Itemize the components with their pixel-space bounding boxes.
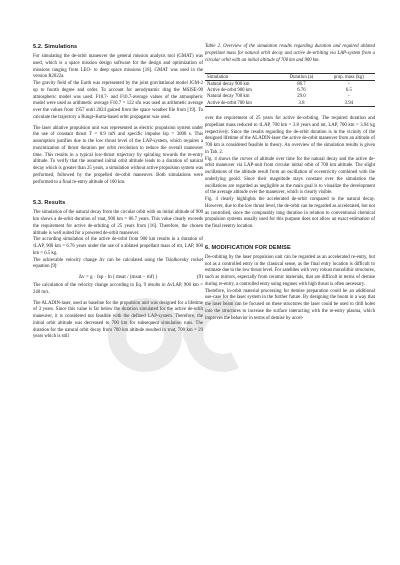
- table-cell: 29.0: [297, 94, 306, 100]
- paragraph: Fig. 4 shows the curves of altitude over time for the natural decay and the active de-orbit maneuver via LAP-unit from circular initial orbit of 700 km altitude. The slight oscillations of the altitude result from an oscillation of eccentricity combined with the underlying geoid. Since their magnitude stays constant over the simulation the oscillations are regarded as negligible as the main goal is to visualize the development of the average altitude over the maneuver, which is clearly visible.: [205, 156, 375, 196]
- paragraph: The gravity field of the Earth was represented by the joint gravitational model JGM-2 up to fourth degree and order. To account for aerodynamic drag the MSISE-90 atmospheric model was used. F10.7- and F10.7-average values of the atmospheric model were used as arithmetic average F10.7 = 122 sfu was used as arithmetic average over the values from 1957 until 2024 gained from the space weather file from [19]. To calculate the trajectory a Runge-Kutta-based orbit propagator was used.: [33, 81, 203, 120]
- table-header-cell: Simulation: [207, 74, 229, 80]
- paragraph: The laser ablative propulsion unit was represented as electric propulsion system under the use of constant thrust T = 0.9 mN and specific impulse Isp = 3000 s. This assumption justifies due to the low thrust level of the LAP-system, which requires a maximization of thrust duration per orbit revolution to reduce the overall maneuver time. This results in a typical low-thrust trajectory by spiraling towards the re-entry altitude. To verify that the assumed initial orbit altitude leads to a duration of natural decay which is greater than 25 years, a simulation without active propulsion system was performed, followed by the propelled de-orbit maneuver. Both simulations were performed to a final re-entry altitude of 100 km.: [33, 125, 203, 185]
- section-title-results: 5.3. Results: [33, 200, 66, 207]
- paragraph: De-orbiting by the laser propulsion unit can be regarded as an accelerated re-entry, but not as a controlled entry in the classical sense, as the final entry location is difficult to estimate due to the low thrust level. For satellites with very robust monolithic structures, such as mirrors, especially from ceramic materials, that are difficult in terms of demise during re-entry, a controlled entry using engines with high thrust is often necessary.: [205, 254, 375, 287]
- table-cell: -: [348, 82, 350, 88]
- table-caption: Table 2. Overview of the simulation results regarding duration and required ablated propellant mass for natural orbit decay and active de-orbiting via LAP-system from a circular orbit with an initial altitude of 700 km and 900 km.: [205, 44, 375, 63]
- paragraph: over the requirement of 25 years for active de-orbiting. The required duration and propellant mass reduced to τLAP, 700 km = 3.8 years and mt, LAP, 700 km = 3.94 kg respectively. Since the results regarding the de-orbit duration is in the vicinity of the designed lifetime of the ALADIN-laser the active de-orbit maneuver from an altitude of 700 km is considered feasible in theory. An overview of the simulation results is given in Tab. 2.: [205, 116, 375, 155]
- table-header-cell: Duration (a): [289, 74, 314, 80]
- paragraph: The simulation of the natural decay from the circular orbit with an initial altitude of 900 km shows a de-orbit duration of τnat, 900 km = 86.7 years. This value clearly exceeds the requirement for active de-orbiting of 25 years from [16]. Therefore, the chosen altitude is well suited for a powered de-orbit maneuver.: [33, 210, 203, 236]
- table-cell: Natural decay 700 km: [207, 94, 250, 100]
- equation-body: Δv = g · Isp · ln ( msat / (msat − mf) ): [78, 274, 158, 280]
- table-cell: 3.8: [298, 100, 305, 106]
- section-title-simulations: 5.2. Simulations: [33, 44, 78, 50]
- table-row: [205, 100, 375, 107]
- table-cell: Active de-orbit 700 km: [207, 100, 252, 106]
- results-table: [205, 73, 375, 107]
- table-cell: 86.7: [297, 82, 306, 88]
- paragraph: Therefore, in-orbit material processing for demise preparation could be an additional use-case for the laser system in the further future. By designing the boom in a way that the laser beam can be focused on these structures the laser could be used to drill holes into the structures to increase the surface interacting with the re-entry plasma, which improves the behavior in terms of demise by accel-: [205, 288, 375, 321]
- table-cell: 6.76: [297, 88, 306, 94]
- table-cell: 6.5: [345, 88, 352, 94]
- paragraph: The calculation of the velocity change according to Eq. 9 results in ΔvLAP, 900 km = 240 m/s.: [33, 283, 203, 295]
- paragraph: The ALADIN-laser, used as baseline for the propulsion unit was designed for a lifetime of 3 years. Since this value is far below the duration simulated for the active de-orbit maneuver, it is considered not feasible with the defined LAP-system. Therefore, the initial orbit altitude was decreased to 700 km for subsequent simulation runs. The duration for the natural orbit decay from 700 km altitude resulted in τnat, 700 km = 29 years which is still: [33, 300, 203, 340]
- paragraph: The achievable velocity change Δv can be calculated using the Tsiolkovsky rocket equation [9]:: [33, 257, 203, 270]
- section-title-modification-for-demise: 6. MODIFICATION FOR DEMISE: [205, 244, 291, 251]
- equation-number: (9): [196, 274, 203, 280]
- paragraph: Fig. 4 clearly highlights the accelerated de-orbit compared to the natural decay. However, due to the low thrust level, the de-orbit can be regarded as accelerated, but not as controlled, since the comparably long duration in relation to conventional chemical propulsion systems usually used for this purpose does not allow an exact estimation of the final reentry location.: [205, 197, 375, 230]
- table-cell: 3.94: [344, 100, 354, 106]
- table-row: [205, 81, 375, 88]
- paragraph: For simulating the de-orbit maneuver the general mission analysis tool (GMAT) was used, which is a space mission design software for the design and optimization of missions ranging from LEO- to deep space missions [18]. GMAT was used in the version R2022a.: [33, 54, 203, 80]
- equation: [33, 273, 203, 281]
- table-cell: Active de-orbit 900 km: [207, 88, 252, 94]
- table-cell: -: [348, 94, 350, 100]
- paragraph: The according simulation of the active de-orbit from 900 km results in a duration of τLAP, 900 km = 6.76 years under the use of a ablated propellant mass of mt, LAP, 900 km = 6.5 kg.: [33, 237, 203, 256]
- table-header-row: [205, 74, 375, 81]
- right-column: [205, 44, 375, 322]
- table-cell: Natural decay 900 km: [207, 82, 250, 88]
- left-column: [33, 44, 203, 341]
- table-header-cell: prop. mass (kg): [333, 74, 364, 80]
